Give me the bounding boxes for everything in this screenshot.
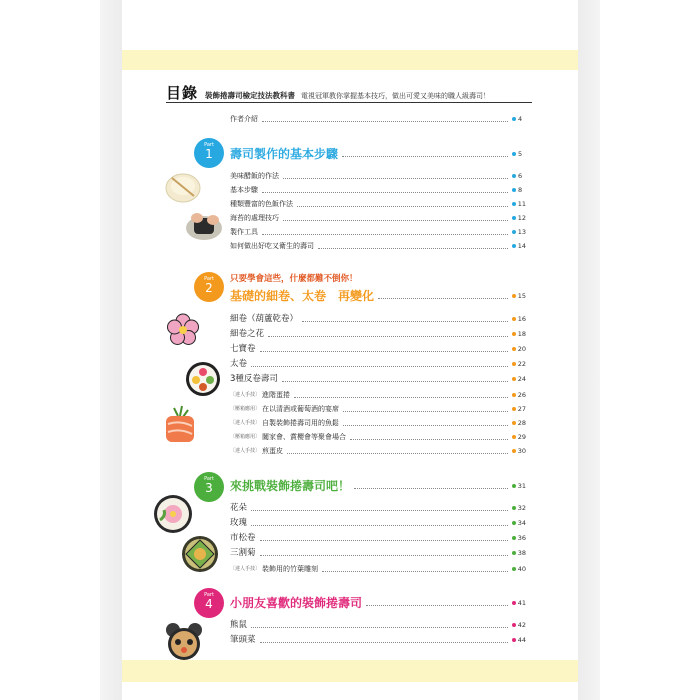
toc-entry[interactable]: 種類豐富的色飯作法 11 bbox=[230, 200, 526, 208]
page-bullet-icon bbox=[512, 521, 516, 525]
page-bullet-icon bbox=[512, 362, 516, 366]
dot-leader bbox=[354, 488, 508, 489]
page-bullet-icon bbox=[512, 174, 516, 178]
page-bullet-icon bbox=[512, 244, 516, 248]
book-title: 裝飾捲壽司檢定技法教科書 bbox=[205, 91, 296, 100]
entry-label: 作者介紹 bbox=[230, 115, 258, 123]
toc-entry[interactable]: 〔壓箱應用〕 在以清酒或葡萄酒的宴席 27 bbox=[230, 405, 526, 413]
checker-roll-photo bbox=[180, 534, 220, 574]
toc-entry[interactable]: 七寶卷 20 bbox=[230, 344, 526, 354]
page-bullet-icon bbox=[512, 435, 516, 439]
book-subtitle: 電視冠軍教你掌握基本技巧，做出可愛又美味的職人級壽司！ bbox=[301, 92, 491, 100]
page-bullet-icon bbox=[512, 567, 516, 571]
page-bullet-icon bbox=[512, 377, 516, 381]
page-bullet-icon bbox=[512, 393, 516, 397]
toc-entry[interactable]: 三割菊 38 bbox=[230, 548, 526, 558]
toc-entry[interactable]: 海苔的處理技巧 12 bbox=[230, 214, 526, 222]
page-bullet-icon bbox=[512, 152, 516, 156]
toc-header bbox=[166, 82, 566, 102]
part-3-title[interactable]: 來挑戰裝飾捲壽司吧！ 31 bbox=[230, 479, 526, 493]
toc-title: 目錄 bbox=[166, 84, 199, 102]
toc-entry[interactable]: 細卷（葫蘆乾卷） 16 bbox=[230, 314, 526, 324]
page-bullet-icon bbox=[512, 484, 516, 488]
part-1-badge: Part 1 bbox=[194, 138, 224, 168]
part-2-title[interactable]: 基礎的細卷、太卷 再變化 15 bbox=[230, 289, 526, 303]
part-2-tagline: 只要學會這些，什麼都難不倒你！ bbox=[230, 274, 358, 284]
page-bullet-icon bbox=[512, 551, 516, 555]
page-bullet-icon bbox=[512, 216, 516, 220]
page-bullet-icon bbox=[512, 117, 516, 121]
toc-entry[interactable]: 熊鼠 42 bbox=[230, 620, 526, 630]
toc-entry[interactable]: 〔達人手技〕 進階蛋捲 26 bbox=[230, 391, 526, 399]
page-bullet-icon bbox=[512, 638, 516, 642]
part-1-title[interactable]: 壽司製作的基本步驟 5 bbox=[230, 147, 523, 161]
part-2-badge: Part 2 bbox=[194, 272, 224, 302]
seven-treasure-roll-photo bbox=[184, 360, 222, 398]
mouse-sushi-photo bbox=[164, 620, 204, 660]
toc-entry[interactable]: 〔達人手技〕 裝飾用的竹葉雕刻 40 bbox=[230, 565, 526, 573]
page-bullet-icon bbox=[512, 202, 516, 206]
toc-entry[interactable]: 太卷 22 bbox=[230, 359, 526, 369]
toc-entry[interactable]: 細卷之花 18 bbox=[230, 329, 526, 339]
toc-entry[interactable]: 筆頭菜 44 bbox=[230, 635, 526, 645]
toc-entry[interactable]: 基本步驟 8 bbox=[230, 186, 523, 194]
toc-entry-author[interactable] bbox=[230, 114, 526, 124]
toc-entry[interactable]: 如何做出好吃又衛生的壽司 14 bbox=[230, 242, 526, 250]
toc-entry[interactable]: 3種反卷壽司 24 bbox=[230, 374, 526, 384]
dot-leader bbox=[262, 121, 508, 122]
reverse-roll-sushi-photo bbox=[160, 402, 200, 446]
left-margin-shadow bbox=[100, 0, 122, 700]
page-bullet-icon bbox=[512, 449, 516, 453]
page-bullet-icon bbox=[512, 230, 516, 234]
page-bullet-icon bbox=[512, 294, 516, 298]
dot-leader bbox=[378, 298, 508, 299]
vinegar-rice-photo bbox=[164, 170, 202, 204]
part-4-title[interactable]: 小朋友喜歡的裝飾捲壽司 41 bbox=[230, 596, 526, 610]
toc-entry[interactable]: 〔壓箱應用〕 闔家會、賞櫻會等聚會場合 29 bbox=[230, 433, 526, 441]
toc-entry[interactable]: 製作工具 13 bbox=[230, 228, 526, 236]
page-bullet-icon bbox=[512, 506, 516, 510]
toc-entry[interactable]: 市松卷 36 bbox=[230, 533, 526, 543]
page-bullet-icon bbox=[512, 407, 516, 411]
bottom-yellow-band bbox=[122, 660, 578, 682]
page-bullet-icon bbox=[512, 601, 516, 605]
toc-entry[interactable]: 〔達人手技〕 煎蛋皮 30 bbox=[230, 447, 526, 455]
part-4-badge: Part 4 bbox=[194, 588, 224, 618]
toc-entry[interactable]: 玫瑰 34 bbox=[230, 518, 526, 528]
right-margin-shadow bbox=[578, 0, 600, 700]
page-bullet-icon bbox=[512, 536, 516, 540]
part-3-badge: Part 3 bbox=[194, 472, 224, 502]
page-bullet-icon bbox=[512, 421, 516, 425]
dot-leader bbox=[342, 156, 508, 157]
page-bullet-icon bbox=[512, 332, 516, 336]
header-rule bbox=[166, 102, 532, 103]
toc-entry[interactable]: 美味醋飯的作法 6 bbox=[230, 172, 523, 180]
toc-entry[interactable]: 花朵 32 bbox=[230, 503, 526, 513]
page-bullet-icon bbox=[512, 347, 516, 351]
dot-leader bbox=[366, 605, 508, 606]
entry-page: 4 bbox=[512, 114, 526, 124]
rolling-sushi-photo bbox=[184, 206, 224, 242]
toc-entry[interactable]: 〔達人手技〕 自製裝飾捲壽司用的魚鬆 28 bbox=[230, 419, 526, 427]
flower-sushi-photo bbox=[164, 312, 202, 348]
page-bullet-icon bbox=[512, 623, 516, 627]
page-bullet-icon bbox=[512, 317, 516, 321]
flower-decorative-roll-photo bbox=[152, 494, 194, 534]
page-bullet-icon bbox=[512, 188, 516, 192]
top-yellow-band bbox=[122, 50, 578, 70]
